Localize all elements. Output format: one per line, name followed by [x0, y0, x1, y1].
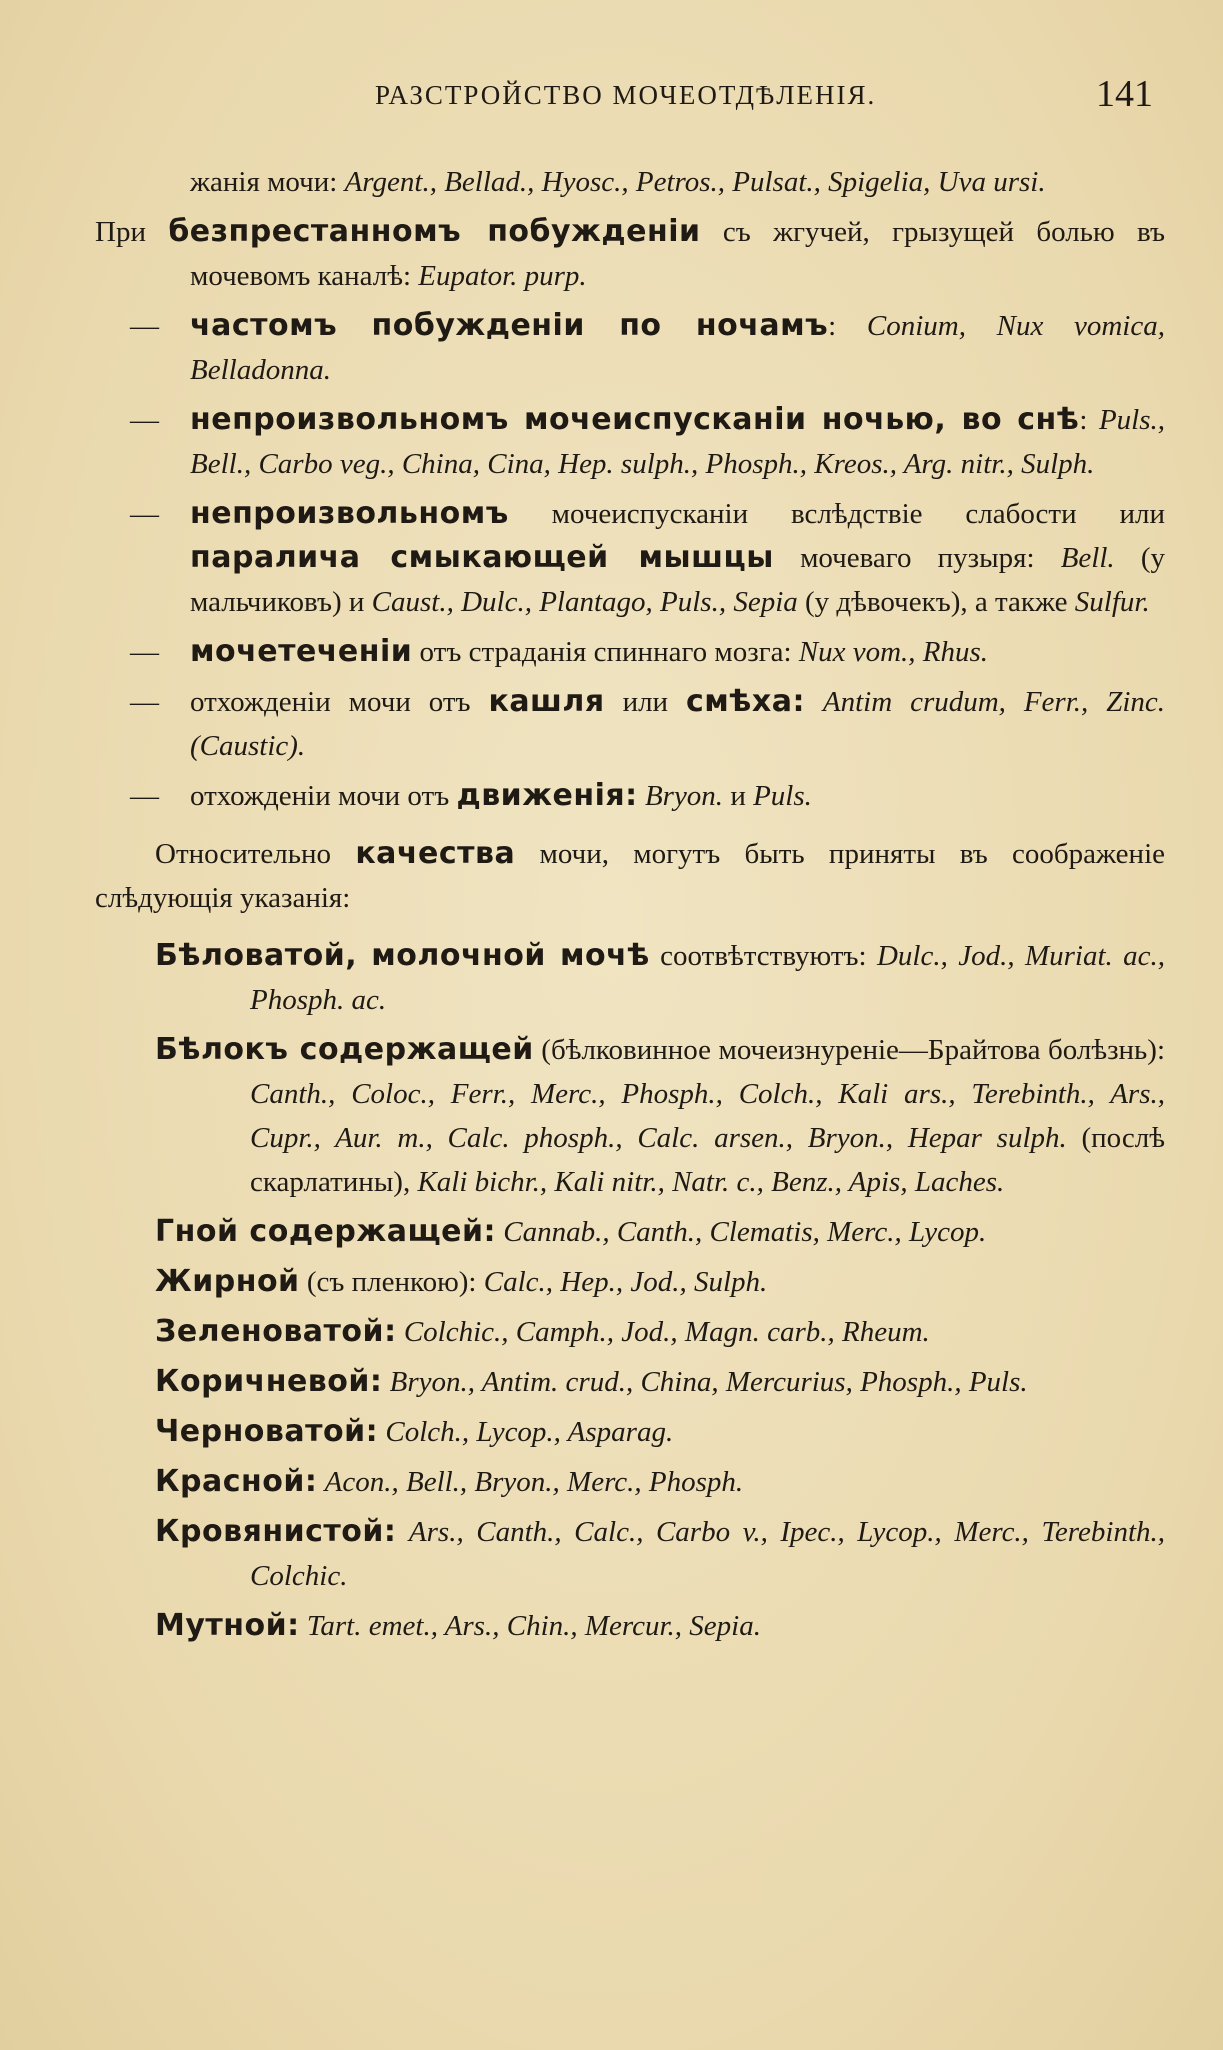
dash: —: [130, 310, 159, 342]
entry-text-2: и: [723, 780, 754, 812]
dash: —: [130, 686, 159, 718]
remedies-2: Puls.: [753, 780, 812, 812]
para-bold: качества: [355, 836, 516, 871]
quality-heading: Гной содержащей:: [155, 1214, 496, 1249]
para-text: Относительно: [155, 838, 356, 870]
entry-lead: При: [95, 216, 169, 248]
quality-heading: Зеленоватой:: [155, 1314, 397, 1349]
remedies-3: Sulfur.: [1074, 586, 1150, 618]
dash: —: [130, 498, 159, 530]
remedies: Antim crudum, Ferr., Zinc. (Caustic).: [190, 686, 1166, 762]
quality-heading: Бѣлокъ содержащей: [155, 1032, 534, 1067]
entry-heading: мочетеченіи: [190, 634, 413, 669]
quality-red: [95, 1460, 1165, 1504]
quality-blackish: [95, 1410, 1165, 1454]
entry-heading-2: паралича смыкающей мышцы: [190, 540, 774, 575]
entry-text: :: [1079, 404, 1099, 436]
remedies: Bryon.: [637, 780, 724, 812]
remedies: Ars., Canth., Calc., Carbo v., Ipec., Lycop., Merc., Terebinth., Colchic.: [250, 1516, 1165, 1592]
quality-heading: Мутной:: [155, 1608, 300, 1643]
dash: —: [130, 636, 159, 668]
quality-heading: Черноватой:: [155, 1414, 379, 1449]
quality-greenish: [95, 1310, 1165, 1354]
entry-heading: непроизвольномъ мочеиспусканіи ночью, во снѣ: [190, 402, 1080, 437]
quality-bloody: [95, 1510, 1165, 1598]
quality-text: (съ пленкою):: [299, 1266, 484, 1298]
quality-heading: Красной:: [155, 1464, 318, 1499]
entry-heading: движенія:: [456, 778, 638, 813]
remedies: Calc., Hep., Jod., Sulph.: [483, 1266, 768, 1298]
remedies: Nux vom., Rhus.: [798, 636, 989, 668]
entry-text: :: [828, 310, 867, 342]
entry-cough-laugh: [95, 680, 1165, 768]
quality-intro-paragraph: [95, 832, 1165, 920]
entry-continuation: [95, 160, 1165, 204]
page-number: 141: [1096, 73, 1153, 115]
entry-heading: непроизвольномъ: [190, 496, 509, 531]
entry-movement: [95, 774, 1165, 818]
quality-text: (бѣлковинное мочеизнуреніе—Брайтова болѣзнь):: [533, 1034, 1165, 1066]
remedies: Dulc., Jod., Muriat. ac., Phosph. ac.: [250, 940, 1166, 1016]
page-body: [95, 160, 1165, 1654]
remedies: Bell.: [1060, 542, 1115, 574]
quality-albumin: [95, 1028, 1165, 1204]
quality-heading: Бѣловатой, молочной мочѣ: [155, 938, 650, 973]
entry-text: жанія мочи:: [190, 166, 345, 198]
running-head: РАЗСТРОЙСТВО МОЧЕОТДѢЛЕНІЯ.: [375, 80, 877, 110]
remedies: Colch., Lycop., Asparag.: [378, 1416, 674, 1448]
dash: —: [130, 404, 159, 436]
entry-text: отхожденіи мочи отъ: [190, 686, 489, 718]
entry-text: отъ страданія спиннаго мозга:: [412, 636, 799, 668]
remedies-2: Caust., Dulc., Plantago, Puls., Sepia: [371, 586, 798, 618]
quality-text-2: (послѣ скарлатины),: [250, 1122, 1165, 1198]
entry-incontinence-spinal: [95, 630, 1165, 674]
remedies: Cannab., Canth., Clematis, Merc., Lycop.: [496, 1216, 987, 1248]
remedies: Puls., Bell., Carbo veg., China, Cina, Hep. sulph., Phosph., Kreos., Arg. nitr., Sulph.: [190, 404, 1165, 480]
quality-text: соотвѣтствуютъ:: [649, 940, 877, 972]
remedies: Argent., Bellad., Hyosc., Petros., Pulsat., Spigelia, Uva ursi.: [344, 166, 1046, 198]
entry-text: мочеиспусканіи вслѣдствіе слабости или: [508, 498, 1165, 530]
remedies-2: Kali bichr., Kali nitr., Natr. c., Benz., Apis, Laches.: [417, 1166, 1005, 1198]
quality-turbid: [95, 1604, 1165, 1648]
quality-heading: Коричневой:: [155, 1364, 383, 1399]
entry-heading: частомъ побужденіи по ночамъ: [190, 308, 829, 343]
entry-text: отхожденіи мочи отъ: [190, 780, 457, 812]
remedies: Tart. emet., Ars., Chin., Mercur., Sepia.: [299, 1610, 761, 1642]
entry-frequent-night-urge: [95, 304, 1165, 392]
remedies: Eupator. purp.: [418, 260, 587, 292]
quality-fatty: [95, 1260, 1165, 1304]
entry-incessant-urge: [95, 210, 1165, 298]
entry-heading: безпрестанномъ побужденіи: [168, 214, 701, 249]
remedies: Canth., Coloc., Ferr., Merc., Phosph., Colch., Kali ars., Terebinth., Ars., Cupr., Aur. m., Calc. phosph., Calc. arsen., Bryon., Hepar sulph.: [250, 1078, 1165, 1154]
entry-text-2: или: [604, 686, 686, 718]
entry-heading: кашля: [488, 684, 605, 719]
entry-text-2: мочеваго пузыря:: [773, 542, 1061, 574]
para-text-2: мочи, могутъ быть приняты въ соображеніе слѣдующія указанія:: [95, 838, 1165, 914]
remedies: Conium, Nux vomica, Belladonna.: [190, 310, 1165, 386]
quality-brown: [95, 1360, 1165, 1404]
quality-heading: Жирной: [155, 1264, 300, 1299]
quality-whitish: [95, 934, 1165, 1022]
entry-text-4: (у дѣвочекъ), а также: [797, 586, 1075, 618]
entry-text-3: (у мальчиковъ) и: [190, 542, 1165, 618]
quality-pus: [95, 1210, 1165, 1254]
entry-involuntary-night: [95, 398, 1165, 486]
quality-heading: Кровянистой:: [155, 1514, 397, 1549]
entry-involuntary-weakness: [95, 492, 1165, 624]
entry-text: съ жгучей, грызущей болью въ мочевомъ каналѣ:: [190, 216, 1165, 292]
entry-heading-2: смѣха:: [686, 684, 805, 719]
dash: —: [130, 780, 159, 812]
remedies: Colchic., Camph., Jod., Magn. carb., Rheum.: [396, 1316, 930, 1348]
remedies: Bryon., Antim. crud., China, Mercurius, Phosph., Puls.: [382, 1366, 1028, 1398]
remedies: Acon., Bell., Bryon., Merc., Phosph.: [317, 1466, 744, 1498]
